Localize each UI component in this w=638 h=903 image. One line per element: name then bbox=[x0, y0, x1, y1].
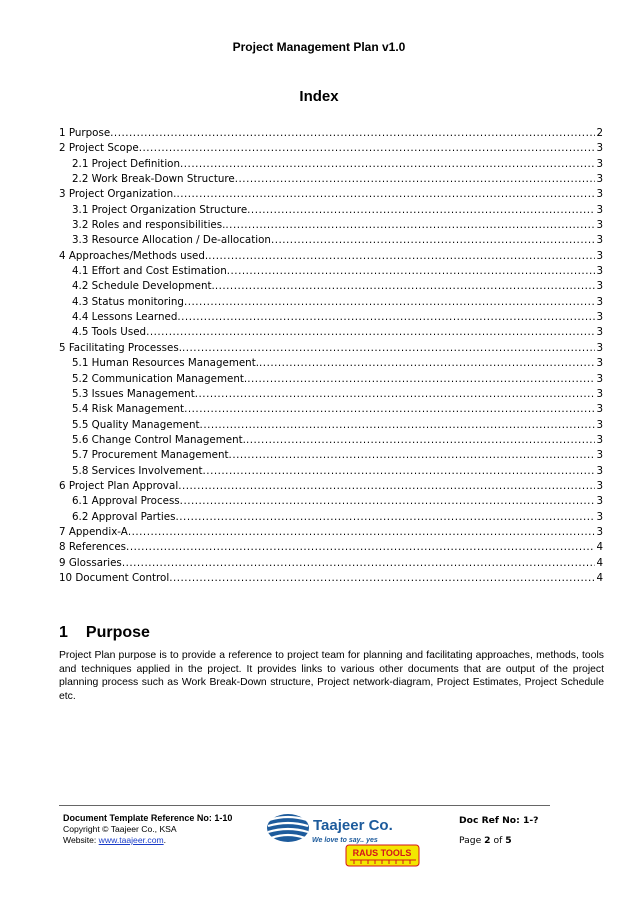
toc-leader-dots bbox=[229, 448, 596, 463]
toc-leader-dots bbox=[176, 187, 595, 202]
toc-leader-dots bbox=[182, 341, 595, 356]
template-reference: Document Template Reference No: 1-10 bbox=[63, 813, 233, 823]
toc-leader-dots bbox=[178, 479, 595, 494]
toc-entry-label: 6.1 Approval Process bbox=[72, 495, 180, 508]
toc-leader-dots bbox=[128, 525, 596, 540]
toc-entry-label: 2.1 Project Definition bbox=[72, 157, 181, 170]
toc-entry-page: 3 bbox=[596, 142, 603, 155]
toc-entry-page: 3 bbox=[596, 188, 603, 201]
toc-leader-dots bbox=[195, 387, 596, 402]
toc-entry-label: 5.4 Risk Management bbox=[72, 403, 185, 416]
section-body: Project Plan purpose is to provide a reference to project team for planning and facilitating approaches, methods, tools and techniques applied in the project. It provides links to various other documents that are output of the project planning process such as Work Break-Down structure, Project network-diagram, Project Estimates, Project Schedule etc. bbox=[59, 650, 604, 702]
toc-entry-label: 7 Appendix-A bbox=[59, 525, 128, 538]
toc-leader-dots bbox=[247, 203, 595, 218]
toc-entry[interactable] bbox=[59, 540, 603, 555]
toc-entry[interactable] bbox=[59, 448, 603, 463]
toc-entry[interactable] bbox=[59, 418, 603, 433]
toc-entry[interactable] bbox=[59, 249, 603, 264]
section-heading bbox=[59, 624, 150, 642]
logo-name: Taajeer Co. bbox=[313, 817, 393, 834]
toc-entry-label: 6 Project Plan Approval bbox=[59, 479, 179, 492]
toc-entry-label: 4.4 Lessons Learned bbox=[72, 311, 178, 324]
toc-leader-dots bbox=[180, 157, 595, 172]
toc-entry-page: 3 bbox=[596, 341, 603, 354]
toc-entry[interactable] bbox=[59, 172, 603, 187]
toc-entry-page: 3 bbox=[596, 173, 603, 186]
toc-entry[interactable] bbox=[59, 279, 603, 294]
toc-entry-page: 3 bbox=[596, 280, 603, 293]
website-line bbox=[63, 835, 232, 846]
toc-entry[interactable] bbox=[59, 341, 603, 356]
section-title: Purpose bbox=[85, 624, 150, 641]
toc-entry-label: 4.2 Schedule Development. bbox=[72, 280, 215, 293]
toc-entry-page: 3 bbox=[596, 311, 603, 324]
website-suffix: . bbox=[163, 835, 167, 845]
toc-entry[interactable] bbox=[59, 510, 603, 525]
toc-leader-dots bbox=[180, 494, 596, 509]
page-prefix: Page bbox=[459, 835, 485, 846]
toc-entry-label: 5.5 Quality Management bbox=[72, 418, 200, 431]
toc-leader-dots bbox=[227, 264, 596, 279]
footer-left bbox=[63, 813, 232, 846]
toc-entry[interactable] bbox=[59, 310, 603, 325]
toc-entry[interactable] bbox=[59, 356, 603, 371]
toc-leader-dots bbox=[271, 233, 596, 248]
toc-entry[interactable] bbox=[59, 464, 603, 479]
toc-entry-label: 8 References bbox=[59, 541, 127, 554]
toc-entry-label: 5.1 Human Resources Management. bbox=[72, 357, 260, 370]
toc-entry-label: 6.2 Approval Parties bbox=[72, 510, 176, 523]
toc-entry-page: 3 bbox=[596, 157, 603, 170]
toc-entry-label: 4 Approaches/Methods used. bbox=[59, 249, 209, 262]
toc-entry-page: 4 bbox=[596, 556, 603, 569]
toc-entry[interactable] bbox=[59, 218, 603, 233]
toc-leader-dots bbox=[246, 433, 595, 448]
toc-leader-dots bbox=[235, 172, 596, 187]
toc-entry[interactable] bbox=[59, 525, 603, 540]
toc-entry[interactable] bbox=[59, 295, 603, 310]
toc-entry-label: 4.3 Status monitoring bbox=[72, 295, 184, 308]
toc-entry-label: 5 Facilitating Processes. bbox=[59, 341, 182, 354]
copyright-text: Copyright © Taajeer Co., KSA bbox=[63, 824, 177, 834]
toc-entry-page: 3 bbox=[596, 387, 603, 400]
toc-entry-page: 3 bbox=[596, 357, 603, 370]
toc-leader-dots bbox=[146, 325, 595, 340]
toc-leader-dots bbox=[122, 556, 596, 571]
toc-entry-label: 9 Glossaries bbox=[59, 556, 122, 569]
toc-entry[interactable] bbox=[59, 203, 603, 218]
toc-entry[interactable] bbox=[59, 141, 603, 156]
website-label: Website: bbox=[63, 835, 99, 845]
toc-entry-label: 3.1 Project Organization Structure bbox=[72, 203, 248, 216]
toc-entry-page: 3 bbox=[596, 449, 603, 462]
toc-entry-page: 3 bbox=[596, 219, 603, 232]
toc-entry-page: 3 bbox=[596, 418, 603, 431]
footer-divider bbox=[59, 805, 550, 806]
toc-entry-page: 3 bbox=[596, 464, 603, 477]
toc-entry-page: 3 bbox=[596, 403, 603, 416]
toc-leader-dots bbox=[208, 249, 595, 264]
toc-entry-label: 4.5 Tools Used bbox=[72, 326, 147, 339]
toc-entry-page: 2 bbox=[596, 127, 603, 139]
toc-entry[interactable] bbox=[59, 402, 603, 417]
toc-leader-dots bbox=[139, 141, 596, 156]
toc-leader-dots bbox=[200, 418, 596, 433]
toc-entry[interactable] bbox=[59, 433, 603, 448]
section-number: 1 bbox=[59, 624, 68, 641]
doc-ref-number: Doc Ref No: 1-? bbox=[459, 815, 539, 826]
logo-tagline: We love to say.. yes bbox=[312, 837, 378, 844]
toc-entry-page: 3 bbox=[596, 203, 603, 216]
toc-leader-dots bbox=[225, 218, 595, 233]
toc-entry-page: 3 bbox=[596, 372, 603, 385]
toc-leader-dots bbox=[184, 295, 595, 310]
toc-entry-label: 5.8 Services Involvement bbox=[72, 464, 203, 477]
footer-right bbox=[459, 815, 539, 847]
toc-entry[interactable] bbox=[59, 372, 603, 387]
toc-entry[interactable] bbox=[59, 187, 603, 202]
index-title: Index bbox=[299, 88, 339, 105]
toc-leader-dots bbox=[215, 279, 596, 294]
toc-leader-dots bbox=[126, 540, 595, 555]
page-header: Project Management Plan v1.0 bbox=[232, 40, 406, 54]
toc-entry-page: 3 bbox=[596, 234, 603, 247]
toc-entry[interactable] bbox=[59, 571, 603, 586]
toc-entry-page: 3 bbox=[596, 295, 603, 308]
table-of-contents bbox=[59, 126, 603, 586]
toc-leader-dots bbox=[259, 356, 595, 371]
taajeer-logo bbox=[266, 808, 426, 876]
page-of: of bbox=[490, 835, 506, 846]
toc-leader-dots bbox=[110, 126, 595, 141]
toc-entry[interactable] bbox=[59, 126, 603, 141]
toc-entry-page: 3 bbox=[596, 525, 603, 538]
toc-entry[interactable] bbox=[59, 264, 603, 279]
toc-entry-page: 4 bbox=[596, 571, 603, 584]
page-current: 2 bbox=[484, 835, 491, 846]
toc-entry-label: 3.3 Resource Allocation / De-allocation bbox=[72, 234, 271, 247]
toc-entry[interactable] bbox=[59, 387, 603, 402]
toc-entry-label: 5.6 Change Control Management. bbox=[72, 433, 246, 446]
toc-entry-page: 3 bbox=[596, 265, 603, 278]
logo-badge: RAUS TOOLS bbox=[352, 848, 412, 858]
toc-entry-page: 3 bbox=[596, 495, 603, 508]
toc-leader-dots bbox=[169, 571, 595, 586]
toc-entry-label: 5.7 Procurement Management bbox=[72, 449, 229, 462]
toc-entry-page: 4 bbox=[596, 541, 603, 554]
toc-entry-label: 3.2 Roles and responsibilities. bbox=[72, 219, 226, 232]
toc-entry[interactable] bbox=[59, 479, 603, 494]
page-number bbox=[459, 835, 539, 847]
toc-entry-label: 10 Document Control bbox=[59, 571, 170, 584]
toc-entry-page: 3 bbox=[596, 249, 603, 262]
toc-entry-label: 2 Project Scope bbox=[59, 142, 139, 155]
toc-entry-page: 3 bbox=[596, 433, 603, 446]
toc-entry-label: 2.2 Work Break-Down Structure bbox=[72, 173, 235, 186]
website-link[interactable]: www.taajeer.com bbox=[98, 835, 164, 845]
toc-entry[interactable] bbox=[59, 233, 603, 248]
toc-entry[interactable] bbox=[59, 494, 603, 509]
toc-entry[interactable] bbox=[59, 325, 603, 340]
toc-entry-label: 1 Purpose bbox=[59, 127, 111, 139]
toc-entry-label: 4.1 Effort and Cost Estimation bbox=[72, 265, 227, 278]
toc-leader-dots bbox=[176, 510, 596, 525]
toc-entry[interactable] bbox=[59, 157, 603, 172]
toc-entry-page: 3 bbox=[596, 326, 603, 339]
toc-entry-label: 5.3 Issues Management bbox=[72, 387, 195, 400]
toc-leader-dots bbox=[177, 310, 595, 325]
toc-leader-dots bbox=[184, 402, 595, 417]
toc-entry-page: 3 bbox=[596, 479, 603, 492]
toc-entry-label: 5.2 Communication Management. bbox=[72, 372, 248, 385]
page-total: 5 bbox=[505, 835, 512, 846]
toc-entry[interactable] bbox=[59, 556, 603, 571]
toc-leader-dots bbox=[203, 464, 596, 479]
toc-entry-label: 3 Project Organization. bbox=[59, 188, 177, 201]
toc-leader-dots bbox=[247, 372, 595, 387]
toc-entry-page: 3 bbox=[596, 510, 603, 523]
